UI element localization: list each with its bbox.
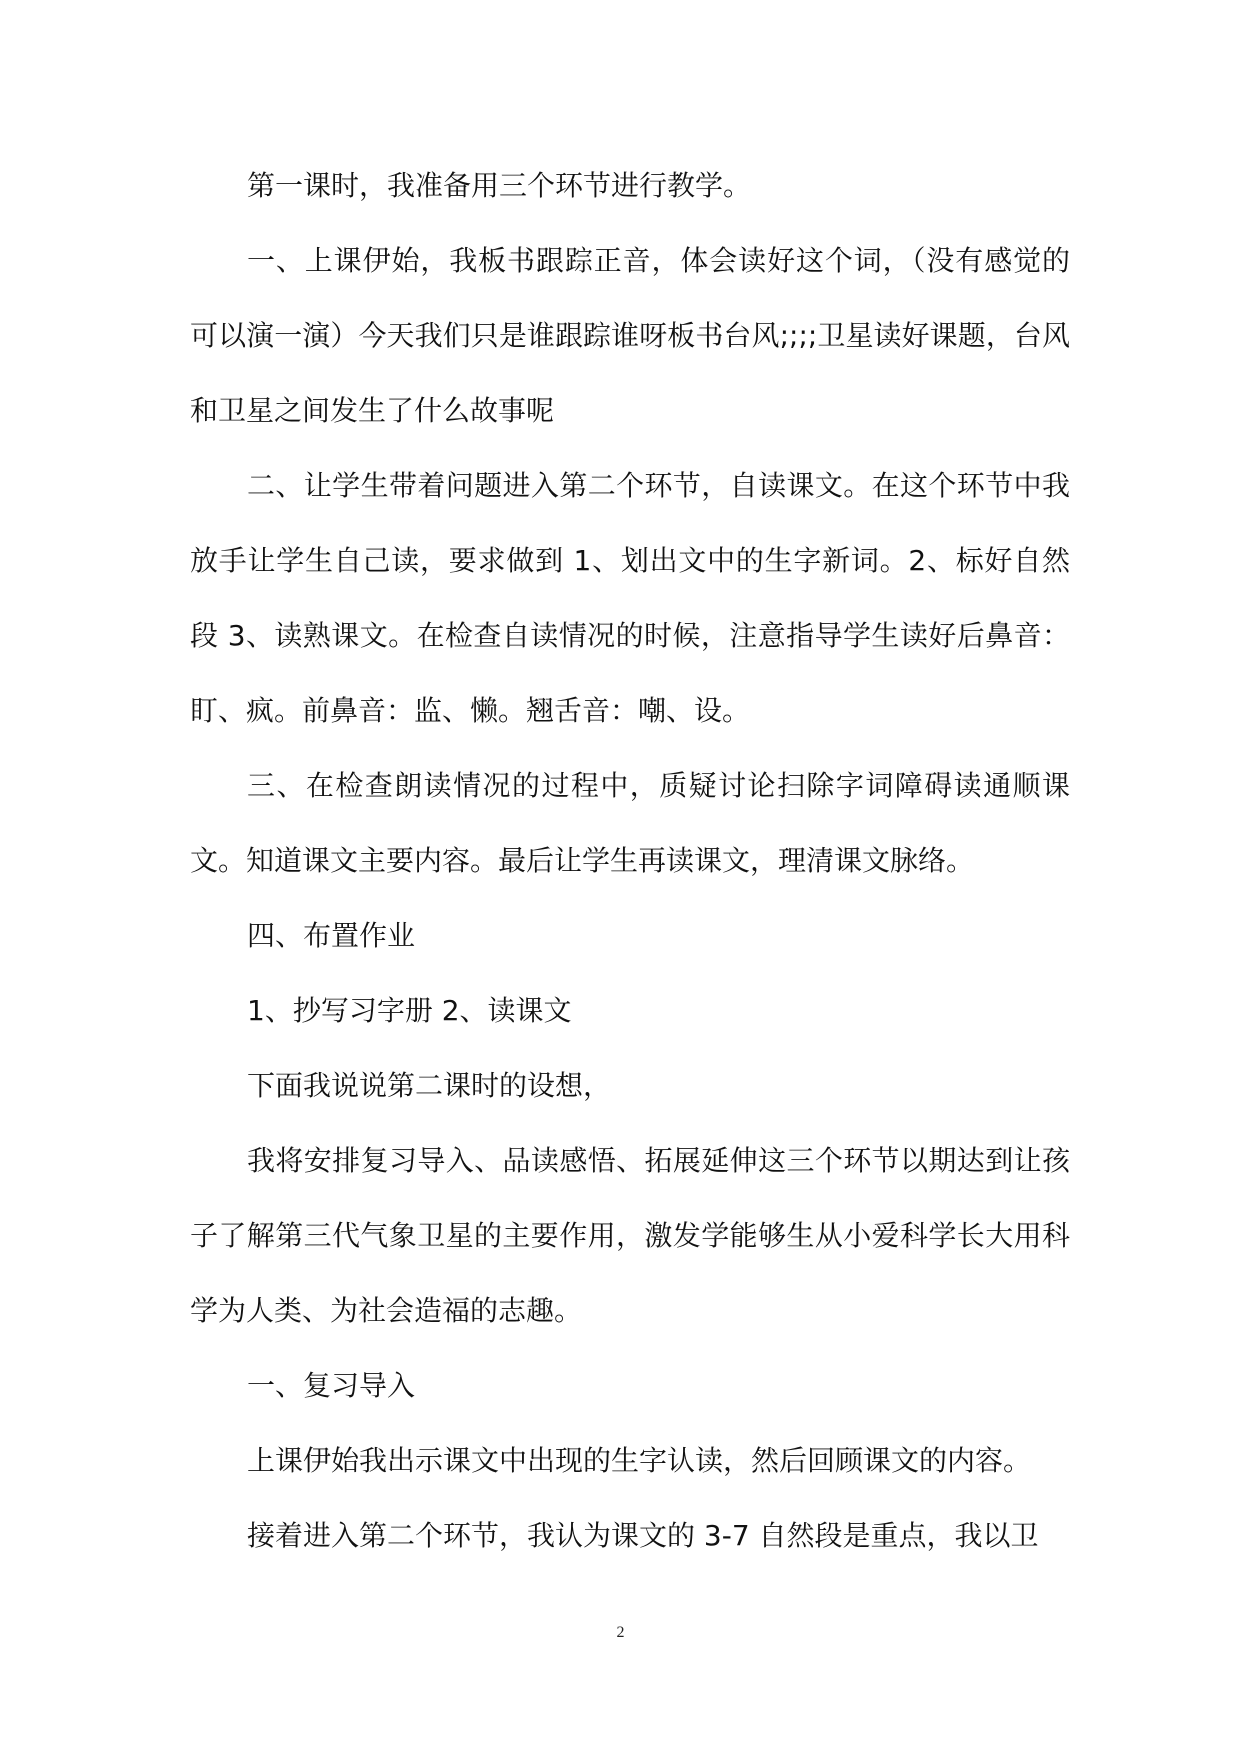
- page-number: 2: [616, 1624, 625, 1641]
- paragraph-step-three: 三、在检查朗读情况的过程中，质疑讨论扫除字词障碍读通顺课文。知道课文主要内容。最后让学生再读课文，理清课文脉络。: [190, 769, 1070, 877]
- paragraph-lesson-two-intro: 下面我说说第二课时的设想，: [247, 1069, 612, 1102]
- paragraph-lesson-one-intro: 第一课时，我准备用三个环节进行教学。: [247, 169, 752, 202]
- paragraph-step-two-focus: 接着进入第二个环节，我认为课文的 3-7 自然段是重点，我以卫: [247, 1519, 1039, 1552]
- document-body: [190, 148, 1070, 1573]
- paragraph-homework-heading: 四、布置作业: [247, 919, 416, 952]
- paragraph-step-one: 一、上课伊始，我板书跟踪正音，体会读好这个词，（没有感觉的可以演一演）今天我们只是谁跟踪谁呀板书台风;;;;卫星读好课题，台风和卫星之间发生了什么故事呢: [190, 244, 1070, 427]
- paragraph-review-body: 上课伊始我出示课文中出现的生字认读，然后回顾课文的内容。: [247, 1444, 1032, 1477]
- paragraph-step-two: 二、让学生带着问题进入第二个环节，自读课文。在这个环节中我放手让学生自己读，要求做到 1、划出文中的生字新词。2、标好自然段 3、读熟课文。在检查自读情况的时候，注意指导学生读好后鼻音：盯、疯。前鼻音：监、懒。翘舌音：嘲、设。: [190, 469, 1070, 727]
- paragraph-homework-items: 1、抄写习字册 2、读课文: [247, 994, 572, 1027]
- paragraph-review-heading: 一、复习导入: [247, 1369, 416, 1402]
- paragraph-lesson-two-plan: 我将安排复习导入、品读感悟、拓展延伸这三个环节以期达到让孩子了解第三代气象卫星的主要作用，激发学能够生从小爱科学长大用科学为人类、为社会造福的志趣。: [190, 1144, 1070, 1327]
